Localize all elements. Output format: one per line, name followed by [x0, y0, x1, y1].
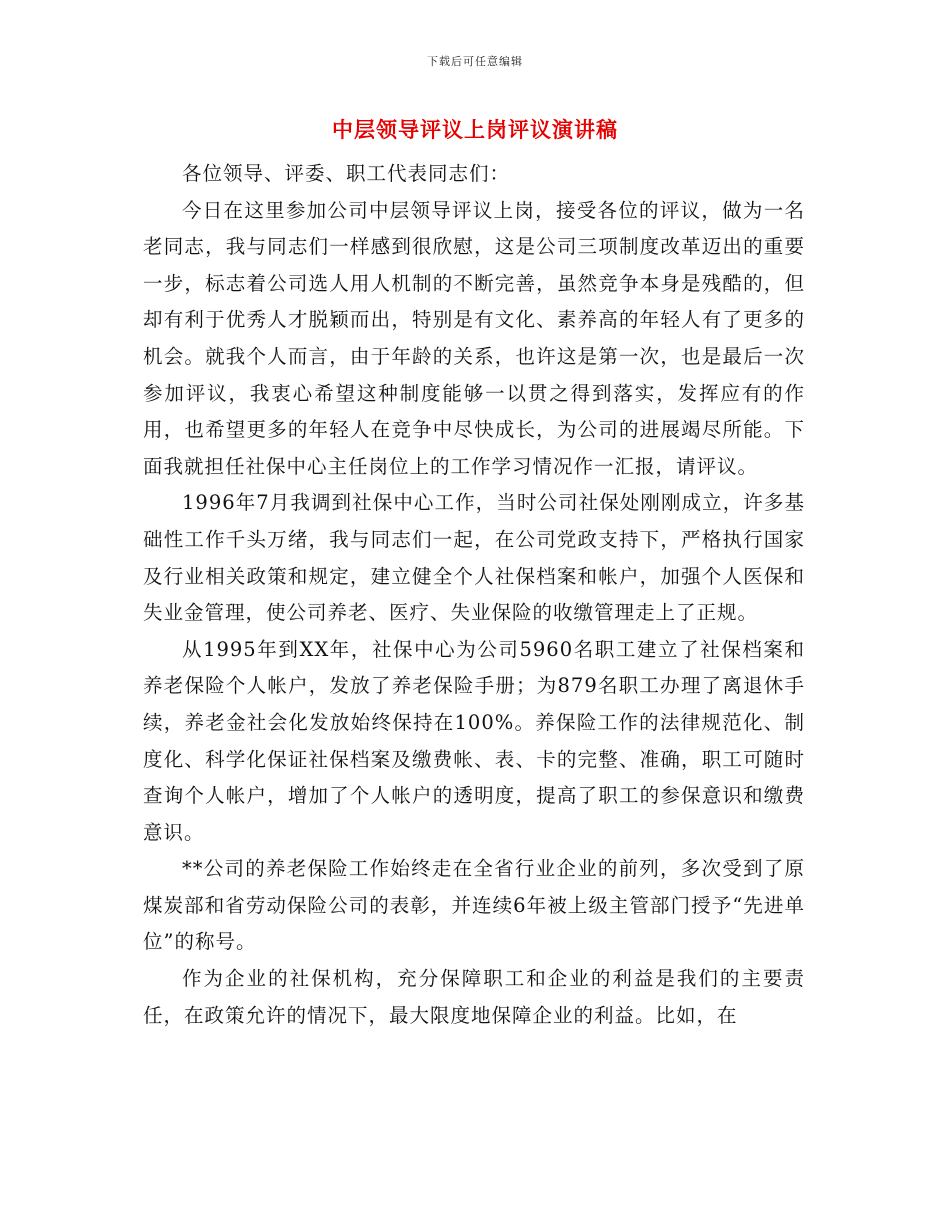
document-title: 中层领导评议上岗评议演讲稿: [332, 118, 618, 142]
paragraph-1: 今日在这里参加公司中层领导评议上岗，接受各位的评议，做为一名老同志，我与同志们一样感到很欣慰，这是公司三项制度改革迈出的重要一步，标志着公司选人用人机制的不断完善，虽然竞争本身是残酷的，但却有利于优秀人才脱颖而出，特别是有文化、素养高的年轻人有了更多的机会。就我个人而言，由于年龄的关系，也许这是第一次，也是最后一次参加评议，我衷心希望这种制度能够一以贯之得到落实，发挥应有的作用，也希望更多的年轻人在竞争中尽快成长，为公司的进展竭尽所能。下面我就担任社保中心主任岗位上的工作学习情况作一汇报，请评议。: [143, 198, 805, 478]
paragraph-2: 1996年7月我调到社保中心工作，当时公司社保处刚刚成立，许多基础性工作千头万绪，我与同志们一起，在公司党政支持下，严格执行国家及行业相关政策和规定，建立健全个人社保档案和帐户，加强个人医保和失业金管理，使公司养老、医疗、失业保险的收缴管理走上了正规。: [143, 491, 805, 625]
paragraph-3: 从1995年到XX年，社保中心为公司5960名职工建立了社保档案和养老保险个人帐户，发放了养老保险手册；为879名职工办理了离退休手续，养老金社会化发放始终保持在100%。养保险工作的法律规范化、制度化、科学化保证社保档案及缴费帐、表、卡的完整、准确，职工可随时查询个人帐户，增加了个人帐户的透明度，提高了职工的参保意识和缴费意识。: [143, 637, 805, 844]
salutation: 各位领导、评委、职工代表同志们：: [182, 162, 511, 185]
header-note: 下载后可任意编辑: [427, 55, 523, 68]
document-body: [143, 156, 805, 1034]
paragraph-5: 作为企业的社保机构，充分保障职工和企业的利益是我们的主要责任，在政策允许的情况下，最大限度地保障企业的利益。比如，在: [143, 967, 805, 1027]
paragraph-4: **公司的养老保险工作始终走在全省行业企业的前列，多次受到了原煤炭部和省劳动保险公司的表彰，并连续6年被上级主管部门授予“先进单位”的称号。: [143, 857, 805, 954]
